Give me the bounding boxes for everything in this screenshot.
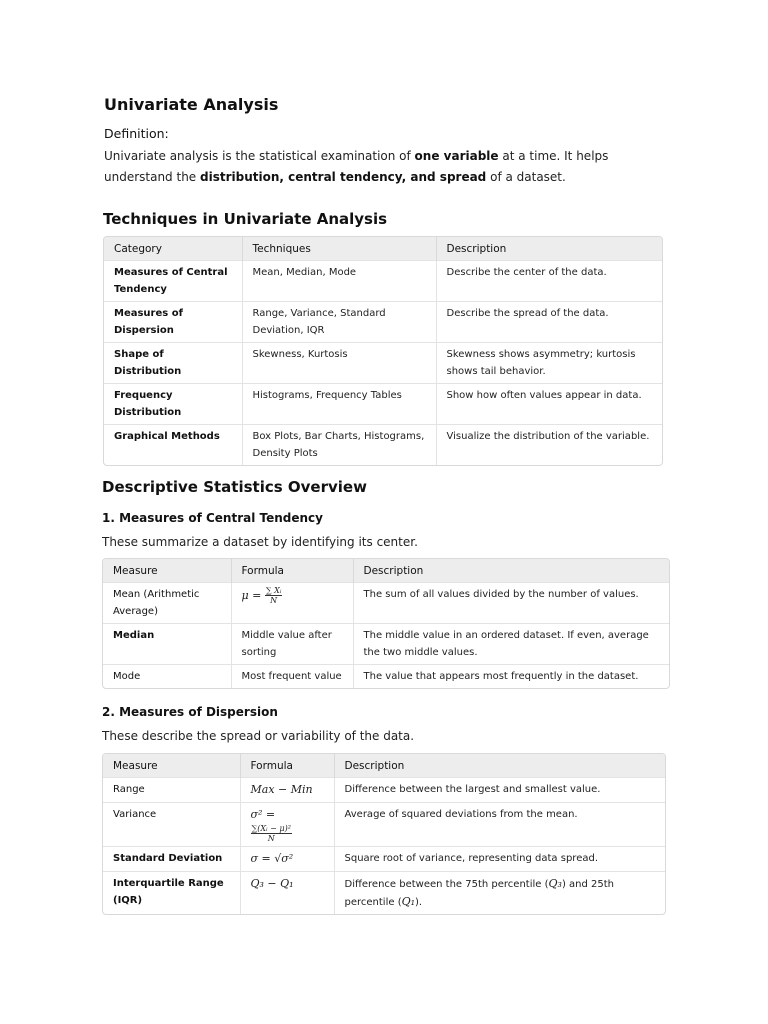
table-row bbox=[103, 583, 669, 624]
description-cell: The middle value in an ordered dataset. If even, average the two middle values. bbox=[353, 624, 669, 665]
table-row bbox=[103, 778, 665, 803]
definition-bold-2: distribution, central tendency, and spread bbox=[200, 170, 487, 184]
category-cell: Graphical Methods bbox=[104, 425, 242, 466]
description-cell: Skewness shows asymmetry; kurtosis shows tail behavior. bbox=[436, 343, 662, 384]
formula-cell: Middle value after sorting bbox=[231, 624, 353, 665]
column-header: Measure bbox=[103, 559, 231, 583]
formula-fraction bbox=[265, 586, 283, 605]
description-cell: The value that appears most frequently in the dataset. bbox=[353, 665, 669, 689]
formula-denominator: N bbox=[267, 834, 275, 843]
column-header: Measure bbox=[103, 754, 240, 778]
techniques-cell: Skewness, Kurtosis bbox=[242, 343, 436, 384]
description-cell: Average of squared deviations from the mean. bbox=[334, 803, 665, 847]
column-header: Category bbox=[104, 237, 242, 261]
measure-cell: Standard Deviation bbox=[103, 847, 240, 872]
formula-cell bbox=[240, 847, 334, 872]
description-cell: Show how often values appear in data. bbox=[436, 384, 662, 425]
description-cell: The sum of all values divided by the number of values. bbox=[353, 583, 669, 624]
techniques-heading: Techniques in Univariate Analysis bbox=[103, 210, 388, 228]
iqr-desc-part-1: Difference between the 75th percentile ( bbox=[344, 879, 549, 890]
measure-cell: Mean (Arithmetic Average) bbox=[103, 583, 231, 624]
description-cell bbox=[334, 872, 665, 915]
dispersion-heading: 2. Measures of Dispersion bbox=[102, 705, 278, 719]
table-row bbox=[103, 872, 665, 915]
table-row bbox=[104, 425, 662, 466]
techniques-table bbox=[103, 236, 663, 466]
table-row bbox=[103, 665, 669, 689]
formula-cell bbox=[240, 803, 334, 847]
dispersion-header-row bbox=[103, 754, 665, 778]
category-cell: Measures of Dispersion bbox=[104, 302, 242, 343]
techniques-cell: Histograms, Frequency Tables bbox=[242, 384, 436, 425]
measure-cell: Median bbox=[103, 624, 231, 665]
mean-formula bbox=[241, 586, 283, 605]
description-cell: Describe the spread of the data. bbox=[436, 302, 662, 343]
iqr-desc-part-3: ). bbox=[415, 897, 423, 908]
category-cell: Frequency Distribution bbox=[104, 384, 242, 425]
formula-numerator: ∑ Xᵢ bbox=[265, 586, 282, 595]
range-formula: Max − Min bbox=[250, 783, 313, 796]
techniques-cell: Box Plots, Bar Charts, Histograms, Density Plots bbox=[242, 425, 436, 466]
measure-cell: Interquartile Range (IQR) bbox=[103, 872, 240, 915]
definition-part-2: at a time. It helps understand the bbox=[104, 149, 609, 184]
central-header-row bbox=[103, 559, 669, 583]
description-cell: Square root of variance, representing data spread. bbox=[334, 847, 665, 872]
dispersion-intro: These describe the spread or variability of the data. bbox=[102, 729, 415, 743]
definition-label: Definition: bbox=[104, 126, 169, 141]
description-cell: Difference between the largest and smallest value. bbox=[334, 778, 665, 803]
techniques-cell: Range, Variance, Standard Deviation, IQR bbox=[242, 302, 436, 343]
column-header: Formula bbox=[231, 559, 353, 583]
definition-part-3: of a dataset. bbox=[486, 170, 566, 184]
table-row bbox=[104, 302, 662, 343]
table-row bbox=[104, 261, 662, 302]
table-row bbox=[103, 803, 665, 847]
column-header: Description bbox=[353, 559, 669, 583]
category-cell: Shape of Distribution bbox=[104, 343, 242, 384]
formula-lhs: σ² = bbox=[250, 808, 276, 821]
formula-cell bbox=[240, 872, 334, 915]
description-cell: Visualize the distribution of the variable. bbox=[436, 425, 662, 466]
column-header: Description bbox=[334, 754, 665, 778]
formula-numerator: ∑(Xᵢ − μ)² bbox=[251, 824, 291, 833]
formula-fraction bbox=[251, 824, 292, 843]
dispersion-table bbox=[102, 753, 666, 915]
page-title: Univariate Analysis bbox=[104, 95, 279, 114]
formula-cell bbox=[231, 583, 353, 624]
central-tendency-intro: These summarize a dataset by identifying its center. bbox=[102, 535, 418, 549]
iqr-desc-part-2: ) and 25th percentile ( bbox=[344, 879, 614, 908]
formula-cell bbox=[240, 778, 334, 803]
table-row bbox=[104, 384, 662, 425]
iqr-q1: Q₁ bbox=[401, 895, 416, 908]
definition-text bbox=[104, 146, 664, 188]
column-header: Techniques bbox=[242, 237, 436, 261]
table-row bbox=[103, 847, 665, 872]
variance-formula bbox=[250, 808, 292, 843]
formula-denominator: N bbox=[270, 596, 278, 605]
formula-cell: Most frequent value bbox=[231, 665, 353, 689]
central-tendency-table bbox=[102, 558, 670, 689]
techniques-header-row bbox=[104, 237, 662, 261]
definition-bold-1: one variable bbox=[414, 149, 499, 163]
central-tendency-heading: 1. Measures of Central Tendency bbox=[102, 511, 323, 525]
table-row bbox=[104, 343, 662, 384]
definition-part-1: Univariate analysis is the statistical examination of bbox=[104, 149, 415, 163]
description-cell: Describe the center of the data. bbox=[436, 261, 662, 302]
descriptive-heading: Descriptive Statistics Overview bbox=[102, 478, 367, 496]
column-header: Description bbox=[436, 237, 662, 261]
measure-cell: Range bbox=[103, 778, 240, 803]
measure-cell: Mode bbox=[103, 665, 231, 689]
measure-cell: Variance bbox=[103, 803, 240, 847]
techniques-cell: Mean, Median, Mode bbox=[242, 261, 436, 302]
table-row bbox=[103, 624, 669, 665]
category-cell: Measures of Central Tendency bbox=[104, 261, 242, 302]
iqr-q3: Q₃ bbox=[548, 877, 562, 890]
column-header: Formula bbox=[240, 754, 334, 778]
iqr-formula: Q₃ − Q₁ bbox=[250, 877, 294, 890]
stddev-formula: σ = √σ² bbox=[250, 852, 294, 865]
formula-lhs: μ = bbox=[241, 588, 262, 602]
